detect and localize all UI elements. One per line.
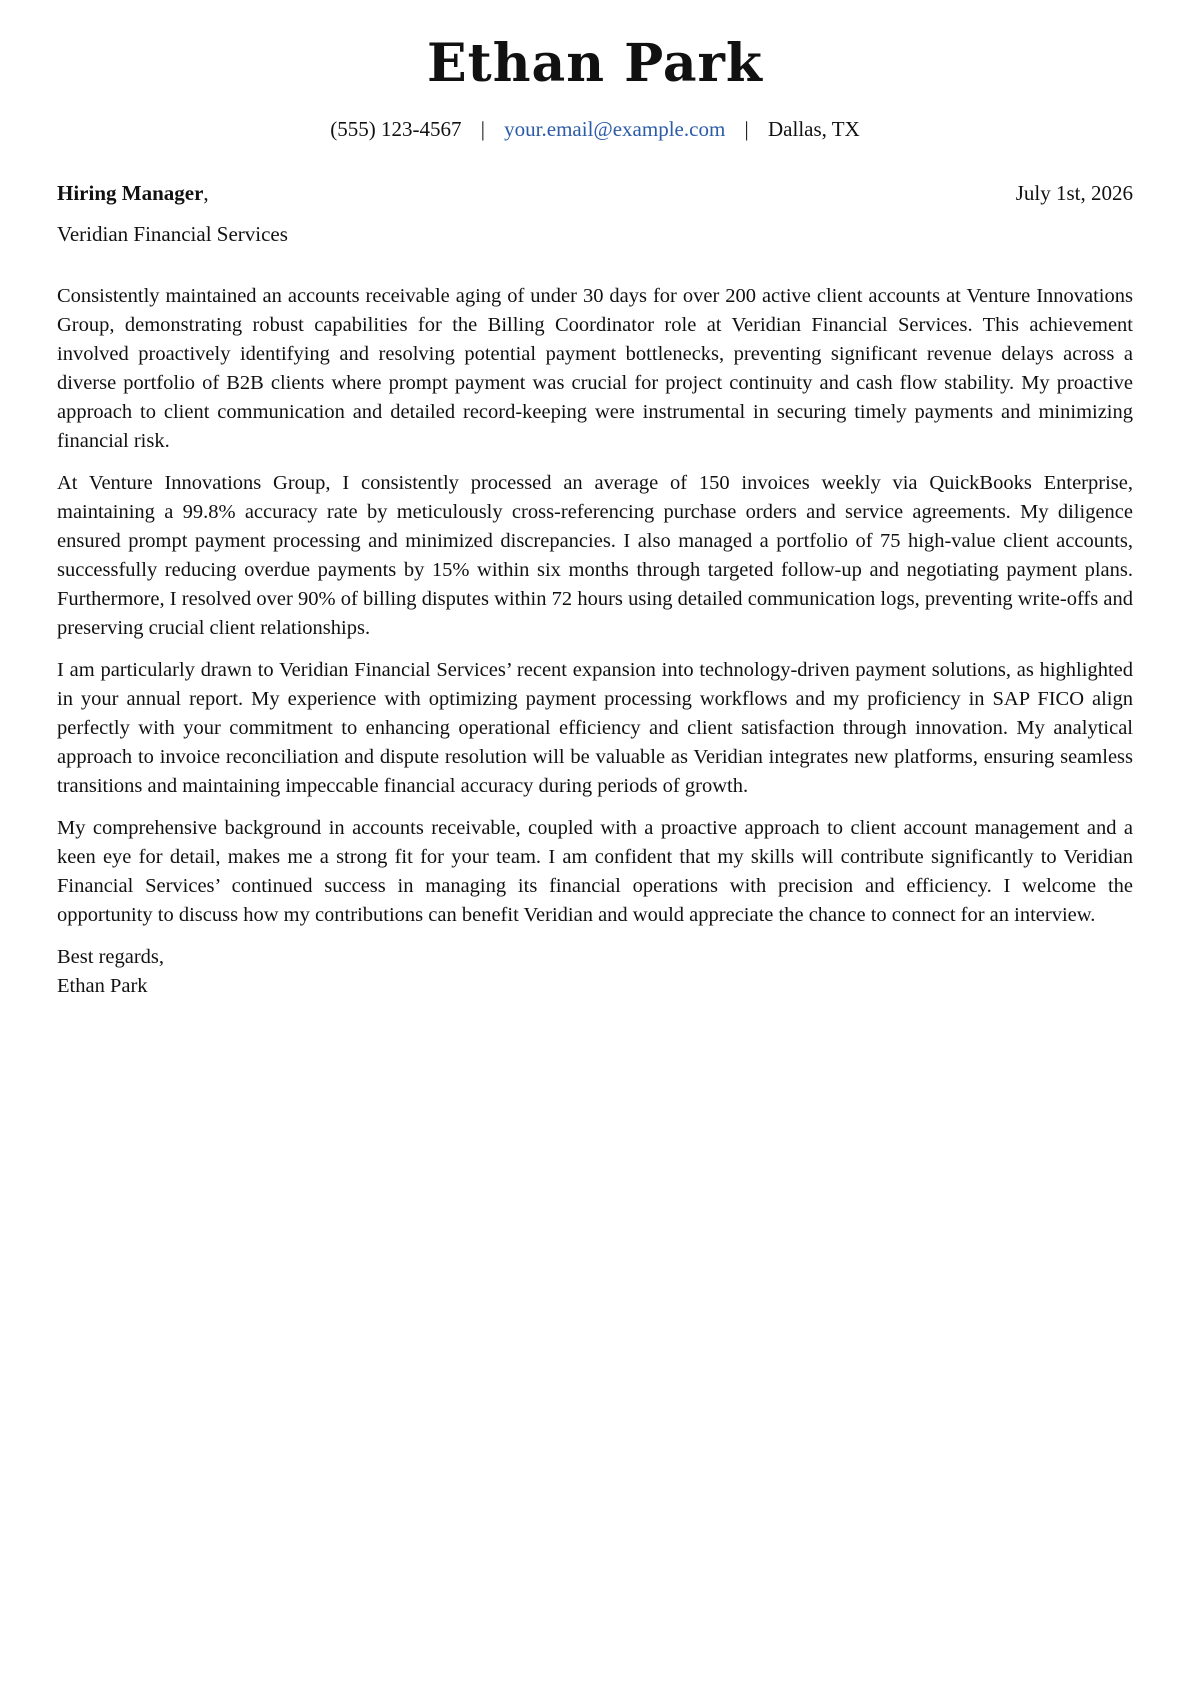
recipient-name: Hiring Manager xyxy=(57,181,204,205)
letter-closing xyxy=(57,943,1133,1001)
recipient-line xyxy=(57,180,209,206)
body-paragraph: I am particularly drawn to Veridian Financial Services’ recent expansion into technology-driven payment solutions, as highlighted in your annual report. My experience with optimizing payment processing workflows and my proficiency in SAP FICO align perfectly with your commitment to enhancing operational efficiency and client satisfaction through innovation. My analytical approach to invoice reconciliation and dispute resolution will be valuable as Veridian integrates new platforms, ensuring seamless transitions and maintaining impeccable financial accuracy during periods of growth. xyxy=(57,659,1133,797)
recipient-comma: , xyxy=(203,181,209,205)
email-link[interactable]: your.email@example.com xyxy=(504,117,726,141)
contact-separator: | xyxy=(480,117,485,141)
location: Dallas, TX xyxy=(768,117,860,141)
body-paragraph: Consistently maintained an accounts receivable aging of under 30 days for over 200 active client accounts at Venture Innovations Group, demonstrating robust capabilities for the Billing Coordinator role at Veridian Financial Services. This achievement involved proactively identifying and resolving potential payment bottlenecks, preventing significant revenue delays across a diverse portfolio of B2B clients where prompt payment was crucial for project continuity and cash flow stability. My proactive approach to client communication and detailed record-keeping were instrumental in securing timely payments and minimizing financial risk. xyxy=(57,285,1133,452)
contact-separator: | xyxy=(744,117,749,141)
letter-body xyxy=(57,282,1133,1001)
contact-line xyxy=(0,116,1190,142)
body-paragraph: At Venture Innovations Group, I consistently processed an average of 150 invoices weekly via QuickBooks Enterprise, maintaining a 99.8% accuracy rate by meticulously cross-referencing purchase orders and service agreements. My diligence ensured prompt payment processing and minimized discrepancies. I also managed a portfolio of 75 high-value client accounts, successfully reducing overdue payments by 15% within six months through targeted follow-up and negotiating payment plans. Furthermore, I resolved over 90% of billing disputes within 72 hours using detailed communication logs, preventing write-offs and preserving crucial client relationships. xyxy=(57,472,1133,639)
recipient-company: Veridian Financial Services xyxy=(57,222,288,246)
body-paragraph: My comprehensive background in accounts receivable, coupled with a proactive approach to client account management and a keen eye for detail, makes me a strong fit for your team. I am confident that my skills will contribute significantly to Veridian Financial Services’ continued success in managing its financial operations with precision and efficiency. I welcome the opportunity to discuss how my contributions can benefit Veridian and would appreciate the chance to connect for an interview. xyxy=(57,817,1133,926)
phone-number: (555) 123-4567 xyxy=(330,117,462,141)
applicant-name: Ethan Park xyxy=(427,33,763,94)
closing-salutation: Best regards, xyxy=(57,946,165,968)
signature-name: Ethan Park xyxy=(57,975,148,997)
letter-date: July 1st, 2026 xyxy=(1015,181,1133,205)
